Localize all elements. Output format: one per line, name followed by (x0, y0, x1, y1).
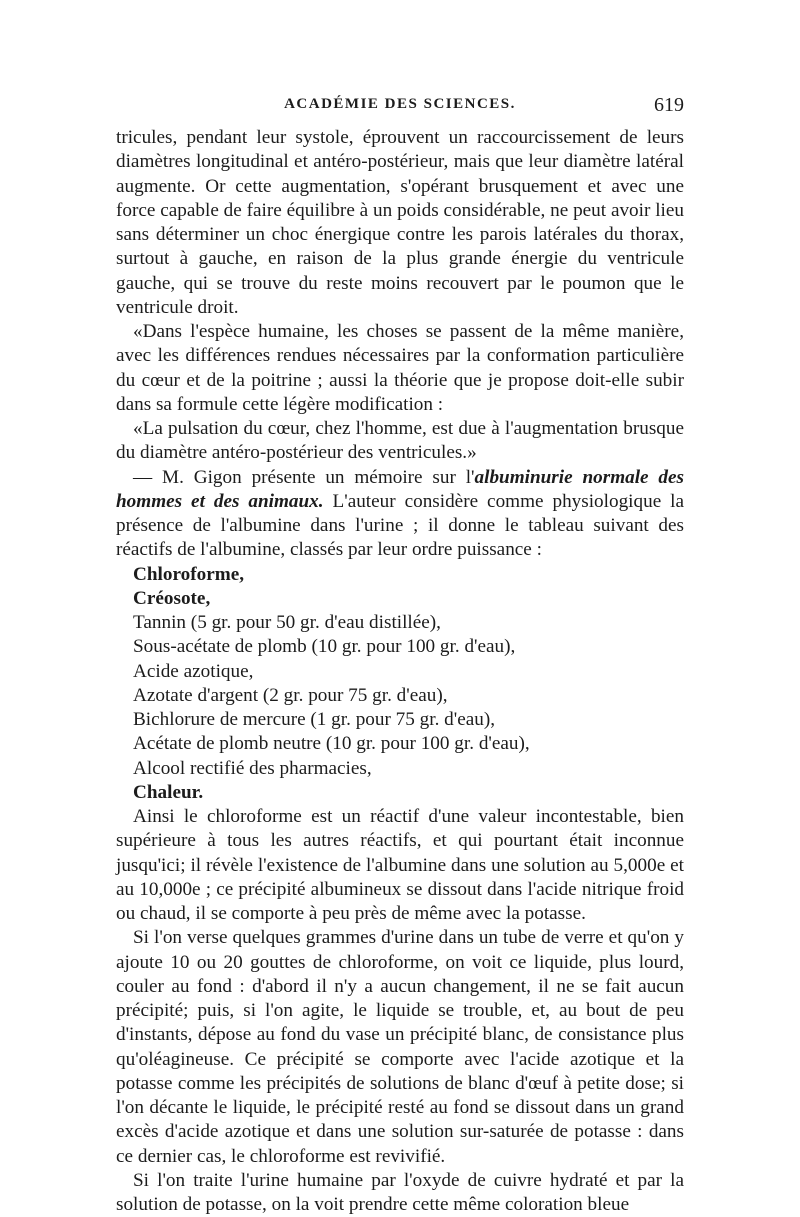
paragraph-pulsation-quote: «La pulsation du cœur, chez l'homme, est due à l'augmentation brusque du diamètre antéro-postérieur des ventricules.» (116, 418, 684, 464)
reagent-item: Chloroforme, (133, 563, 245, 585)
paragraph-human-species: «Dans l'espèce humaine, les choses se passent de la même manière, avec les différences rendues nécessaires par la conformation particulière du cœur et de la poitrine ; aussi la théorie que je propose doit-elle subir dans sa formule cette légère modification : (116, 321, 684, 415)
reagent-item: Acétate de plomb neutre (10 gr. pour 100 gr. d'eau), (133, 733, 530, 755)
reagent-item: Sous-acétate de plomb (10 gr. pour 100 gr. d'eau), (133, 636, 516, 658)
paragraph-continuation: tricules, pendant leur systole, éprouvent un raccourcissement de leurs diamètres longitudinal et antéro-postérieur, mais que leur diamètre latéral augmente. Or cette augmentation, s'opérant brusquement et avec une force capable de faire équilibre à un poids considérable, ne peut avoir lieu sans déterminer un choc énergique contre les parois latérales du thorax, surtout à gauche, en raison de la plus grande énergie du ventricule gauche, qui se trouve du reste moins recouvert par le poumon que le ventricule droit. (116, 127, 684, 318)
paragraph-chloroform-value: Ainsi le chloroforme est un réactif d'une valeur incontestable, bien supérieure à tous les autres réactifs, et qui pourtant était inconnue jusqu'ici; il révèle l'existence de l'albumine dans une solution au 5,000e et au 10,000e ; ce précipité albumineux se dissout dans l'acide nitrique froid ou chaud, il se comporte à peu près de même avec la potasse. (116, 806, 684, 924)
reagent-item: Azotate d'argent (2 gr. pour 75 gr. d'eau), (133, 684, 448, 706)
gigon-rest: L'auteur considère comme physiologique la présence de l'albumine dans l'urine ; il donne le tableau suivant des réactifs de l'albumine, classés par leur ordre puissance : (116, 490, 685, 561)
page-number: 619 (654, 94, 684, 116)
reagent-item: Tannin (5 gr. pour 50 gr. d'eau distillée), (133, 612, 441, 633)
paragraph-gigon-memoir (116, 466, 684, 563)
running-title: ACADÉMIE DES SCIENCES. (284, 96, 516, 112)
paragraph-urine-test: Si l'on verse quelques grammes d'urine dans un tube de verre et qu'on y ajoute 10 ou 20 gouttes de chloroforme, on voit ce liquide, plus lourd, couler au fond : d'abord il n'y a aucun changement, il ne se fait aucun précipité; puis, si l'on agite, le liquide se trouble, et, au bout de peu d'instants, dépose au fond du vase un précipité blanc, de consistance plus qu'oléagineuse. Ce précipité se comporte avec l'acide azotique et la potasse comme les précipités de solutions de blanc d'œuf à petite dose; si l'on décante le liquide, le précipité resté au fond se dissout dans un grand excès d'acide azotique et dans une solution sur-saturée de potasse : dans ce dernier cas, le chloroforme est revivifié. (116, 927, 684, 1167)
reagent-list (116, 563, 684, 806)
reagent-item: Alcool rectifié des pharmacies, (133, 757, 372, 779)
gigon-intro: — M. Gigon présente un mémoire sur l' (133, 466, 475, 488)
reagent-item: Acide azotique, (133, 660, 254, 682)
reagent-item: Chaleur. (133, 781, 204, 803)
memoir-title: albuminurie normale des hommes et des animaux. (116, 466, 684, 512)
reagent-item: Bichlorure de mercure (1 gr. pour 75 gr. d'eau), (133, 709, 496, 730)
body-text (116, 126, 684, 1217)
reagent-item: Créosote, (133, 587, 211, 609)
paragraph-copper-oxide: Si l'on traite l'urine humaine par l'oxyde de cuivre hydraté et par la solution de potasse, on la voit prendre cette même coloration bleue (116, 1169, 684, 1215)
page-header (116, 94, 684, 120)
